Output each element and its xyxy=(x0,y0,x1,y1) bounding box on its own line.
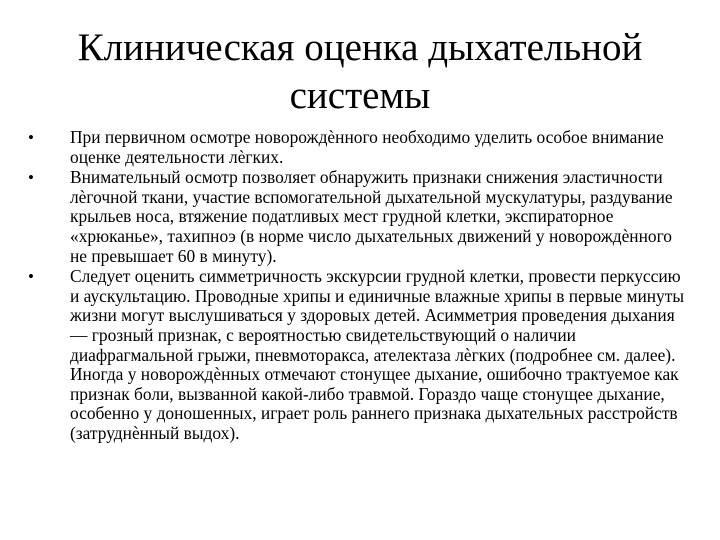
bullet-text-3: Следует оценить симметричность экскурсии грудной клетки, провести перкуссию и аускультацию. Проводные хрипы и единичные влажные хрипы в первые минуты жизни могут выслушиваться у здоровых детей. Асимметрия проведения дыхания — грозный признак, с вероятностью свидетельствующий о наличии диафрагмальной грыжи, пневмоторакса, ателектаза лѐгких (подробнее см. далее). Иногда у новорождѐнных отмечают стонущее дыхание, ошибочно трактуемое как признак боли, вызванной какой-либо травмой. Гораздо чаще стонущее дыхание, особенно у доношенных, играет роль раннего признака дыхательных расстройств (затруднѐнный выдох). xyxy=(70,266,685,443)
bullet-icon: • xyxy=(28,168,34,188)
bullet-icon: • xyxy=(28,267,34,287)
slide-title-line-1: Клиническая оценка дыхательной xyxy=(77,26,643,69)
slide-title xyxy=(20,24,700,120)
slide-title-line-2: системы xyxy=(289,74,431,117)
bullet-item-3 xyxy=(28,267,688,443)
bullet-list xyxy=(28,128,688,445)
bullet-item-1 xyxy=(28,128,688,167)
bullet-item-2 xyxy=(28,168,688,266)
bullet-text-1: При первичном осмотре новорождѐнного необходимо уделить особое внимание оценке деятельности лѐгких. xyxy=(70,127,664,167)
bullet-text-2: Внимательный осмотр позволяет обнаружить признаки снижения эластичности лѐгочной ткани, участие вспомогательной дыхательной мускулатуры, раздувание крыльев носа, втяжение податливых мест грудной клетки, экспираторное «хрюканье», тахипноэ (в норме число дыхательных движений у новорождѐнного не превышает 60 в минуту). xyxy=(70,167,673,266)
bullet-icon: • xyxy=(28,128,34,147)
